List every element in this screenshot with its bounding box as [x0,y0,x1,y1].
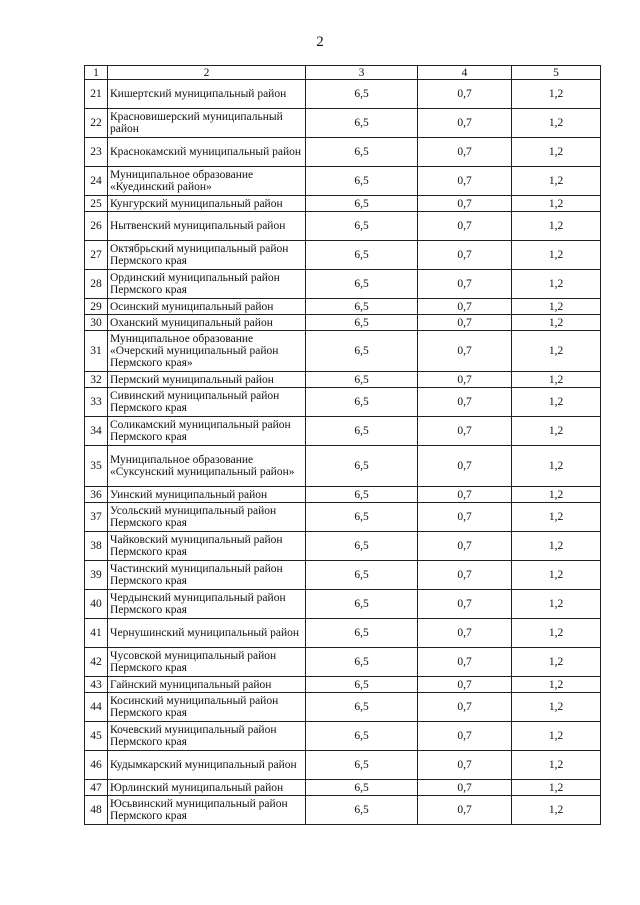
value-col4: 0,7 [418,693,512,722]
value-col4: 0,7 [418,241,512,270]
row-number: 38 [85,532,108,561]
value-col3: 6,5 [306,780,418,796]
district-name: Кудымкарский муниципальный район [108,751,306,780]
table-row [85,677,601,693]
value-col4: 0,7 [418,648,512,677]
value-col4: 0,7 [418,487,512,503]
value-col5: 1,2 [512,722,601,751]
value-col3: 6,5 [306,648,418,677]
table-row [85,388,601,417]
value-col3: 6,5 [306,196,418,212]
district-name: Кишертский муниципальный район [108,80,306,109]
table-row [85,331,601,372]
value-col4: 0,7 [418,619,512,648]
table-row [85,109,601,138]
value-col4: 0,7 [418,446,512,487]
value-col3: 6,5 [306,677,418,693]
value-col5: 1,2 [512,677,601,693]
value-col3: 6,5 [306,532,418,561]
row-number: 28 [85,270,108,299]
table-row [85,212,601,241]
district-name: Юрлинский муниципальный район [108,780,306,796]
table-row [85,561,601,590]
value-col3: 6,5 [306,487,418,503]
value-col5: 1,2 [512,561,601,590]
value-col3: 6,5 [306,372,418,388]
value-col5: 1,2 [512,80,601,109]
value-col3: 6,5 [306,299,418,315]
value-col5: 1,2 [512,315,601,331]
district-name: Чернушинский муниципальный район [108,619,306,648]
value-col3: 6,5 [306,503,418,532]
value-col3: 6,5 [306,241,418,270]
table-row [85,487,601,503]
table-row [85,751,601,780]
district-name: Юсьвинский муниципальный район Пермского края [108,796,306,825]
district-name: Усольский муниципальный район Пермского края [108,503,306,532]
table-row [85,693,601,722]
row-number: 32 [85,372,108,388]
value-col5: 1,2 [512,619,601,648]
value-col5: 1,2 [512,648,601,677]
table-row [85,648,601,677]
value-col4: 0,7 [418,590,512,619]
district-name: Сивинский муниципальный район Пермского края [108,388,306,417]
value-col5: 1,2 [512,487,601,503]
value-col3: 6,5 [306,270,418,299]
value-col3: 6,5 [306,138,418,167]
table-row [85,241,601,270]
district-name: Кочевский муниципальный район Пермского края [108,722,306,751]
value-col5: 1,2 [512,751,601,780]
value-col5: 1,2 [512,196,601,212]
table-row [85,590,601,619]
table-row [85,722,601,751]
district-name: Кунгурский муниципальный район [108,196,306,212]
row-number: 45 [85,722,108,751]
value-col3: 6,5 [306,693,418,722]
value-col4: 0,7 [418,417,512,446]
district-name: Красновишерский муниципальный район [108,109,306,138]
row-number: 31 [85,331,108,372]
value-col3: 6,5 [306,388,418,417]
value-col4: 0,7 [418,109,512,138]
table-row [85,417,601,446]
district-name: Чусовской муниципальный район Пермского края [108,648,306,677]
value-col5: 1,2 [512,372,601,388]
row-number: 24 [85,167,108,196]
table-row [85,138,601,167]
row-number: 21 [85,80,108,109]
district-name: Пермский муниципальный район [108,372,306,388]
table-header-row [85,66,601,80]
value-col4: 0,7 [418,532,512,561]
district-name: Октябрьский муниципальный район Пермского края [108,241,306,270]
value-col5: 1,2 [512,299,601,315]
row-number: 41 [85,619,108,648]
table-row [85,503,601,532]
row-number: 23 [85,138,108,167]
value-col4: 0,7 [418,331,512,372]
table-row [85,446,601,487]
value-col5: 1,2 [512,446,601,487]
table-row [85,270,601,299]
table-row [85,619,601,648]
value-col3: 6,5 [306,561,418,590]
row-number: 47 [85,780,108,796]
district-name: Гайнский муниципальный район [108,677,306,693]
value-col5: 1,2 [512,417,601,446]
row-number: 48 [85,796,108,825]
value-col4: 0,7 [418,80,512,109]
row-number: 33 [85,388,108,417]
value-col5: 1,2 [512,532,601,561]
value-col4: 0,7 [418,722,512,751]
row-number: 37 [85,503,108,532]
value-col4: 0,7 [418,167,512,196]
table-row [85,196,601,212]
district-name: Оханский муниципальный район [108,315,306,331]
column-header: 5 [512,66,601,80]
value-col4: 0,7 [418,388,512,417]
value-col5: 1,2 [512,212,601,241]
row-number: 22 [85,109,108,138]
column-header: 3 [306,66,418,80]
value-col4: 0,7 [418,780,512,796]
district-name: Соликамский муниципальный район Пермского края [108,417,306,446]
value-col5: 1,2 [512,693,601,722]
value-col4: 0,7 [418,196,512,212]
district-name: Муниципальное образование «Суксунский муниципальный район» [108,446,306,487]
table-row [85,796,601,825]
value-col4: 0,7 [418,503,512,532]
table-row [85,167,601,196]
district-name: Нытвенский муниципальный район [108,212,306,241]
district-name: Муниципальное образование «Куединский район» [108,167,306,196]
value-col5: 1,2 [512,796,601,825]
value-col4: 0,7 [418,299,512,315]
district-name: Косинский муниципальный район Пермского края [108,693,306,722]
value-col3: 6,5 [306,80,418,109]
table-row [85,780,601,796]
value-col4: 0,7 [418,677,512,693]
row-number: 34 [85,417,108,446]
value-col3: 6,5 [306,417,418,446]
value-col4: 0,7 [418,315,512,331]
district-name: Чердынский муниципальный район Пермского края [108,590,306,619]
value-col3: 6,5 [306,619,418,648]
value-col4: 0,7 [418,751,512,780]
value-col4: 0,7 [418,212,512,241]
value-col5: 1,2 [512,241,601,270]
district-name: Краснокамский муниципальный район [108,138,306,167]
value-col3: 6,5 [306,796,418,825]
row-number: 36 [85,487,108,503]
table-row [85,80,601,109]
value-col3: 6,5 [306,590,418,619]
value-col3: 6,5 [306,722,418,751]
value-col5: 1,2 [512,503,601,532]
table-row [85,372,601,388]
row-number: 40 [85,590,108,619]
coefficients-table [84,65,601,825]
row-number: 46 [85,751,108,780]
value-col3: 6,5 [306,315,418,331]
row-number: 25 [85,196,108,212]
value-col4: 0,7 [418,270,512,299]
value-col3: 6,5 [306,167,418,196]
value-col4: 0,7 [418,561,512,590]
value-col3: 6,5 [306,446,418,487]
district-name: Муниципальное образование «Очерский муниципальный район Пермского края» [108,331,306,372]
column-header: 4 [418,66,512,80]
district-name: Ординский муниципальный район Пермского края [108,270,306,299]
value-col5: 1,2 [512,388,601,417]
table-row [85,315,601,331]
value-col3: 6,5 [306,212,418,241]
value-col4: 0,7 [418,796,512,825]
value-col5: 1,2 [512,138,601,167]
row-number: 26 [85,212,108,241]
district-name: Чайковский муниципальный район Пермского края [108,532,306,561]
value-col5: 1,2 [512,167,601,196]
value-col3: 6,5 [306,331,418,372]
table-row [85,532,601,561]
column-header: 2 [108,66,306,80]
value-col4: 0,7 [418,138,512,167]
value-col4: 0,7 [418,372,512,388]
row-number: 43 [85,677,108,693]
district-name: Осинский муниципальный район [108,299,306,315]
value-col5: 1,2 [512,331,601,372]
row-number: 42 [85,648,108,677]
value-col5: 1,2 [512,780,601,796]
page-number: 2 [316,34,324,50]
value-col3: 6,5 [306,109,418,138]
row-number: 30 [85,315,108,331]
value-col5: 1,2 [512,109,601,138]
row-number: 35 [85,446,108,487]
district-name: Уинский муниципальный район [108,487,306,503]
district-name: Частинский муниципальный район Пермского края [108,561,306,590]
row-number: 44 [85,693,108,722]
row-number: 27 [85,241,108,270]
row-number: 39 [85,561,108,590]
row-number: 29 [85,299,108,315]
value-col3: 6,5 [306,751,418,780]
column-header: 1 [85,66,108,80]
value-col5: 1,2 [512,270,601,299]
value-col5: 1,2 [512,590,601,619]
table-row [85,299,601,315]
